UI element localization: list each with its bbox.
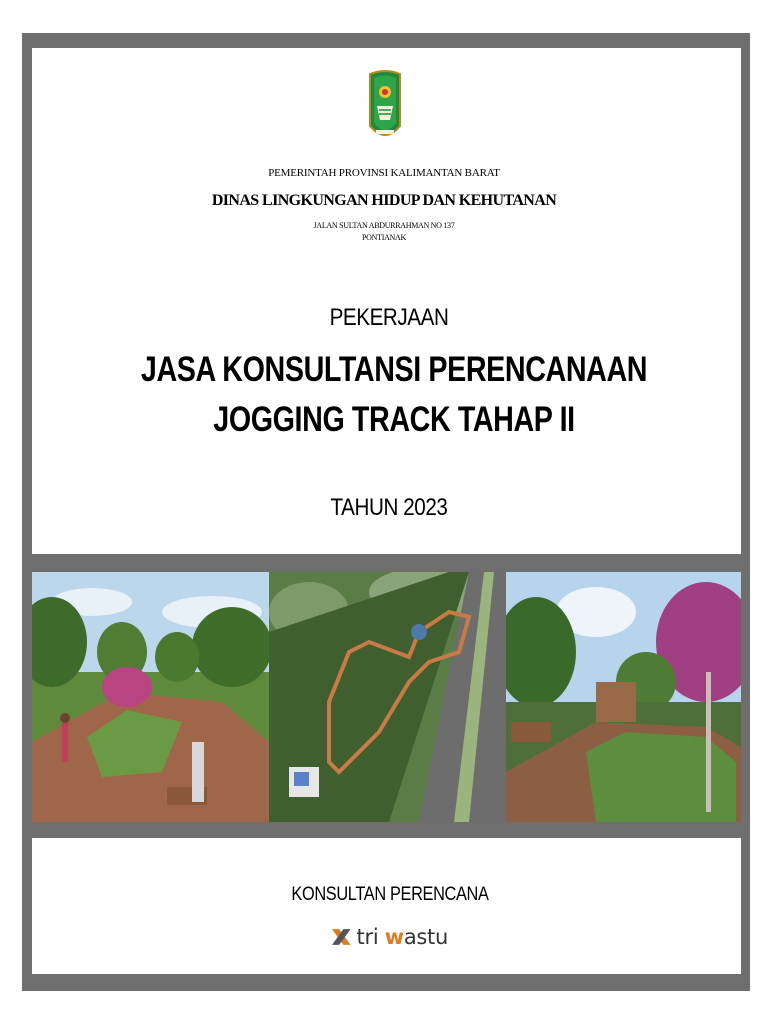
agency-name: DINAS LINGKUNGAN HIDUP DAN KEHUTANAN (211, 192, 557, 209)
tri-wastu-mark-icon (332, 922, 351, 952)
project-year: TAHUN 2023 (330, 494, 448, 521)
consultant-logo-text: tri wastu (356, 925, 448, 949)
render-strip (32, 572, 741, 822)
consultant-label: KONSULTAN PERENCANA (291, 884, 489, 905)
render-garden-boardwalk (32, 572, 269, 822)
government-name: PEMERINTAH PROVINSI KALIMANTAN BARAT (268, 167, 500, 179)
project-title-line1: JASA KONSULTANSI PERENCANAAN (140, 350, 648, 389)
render-aerial-site-plan (269, 572, 506, 822)
render-boardwalk-bridge (506, 572, 741, 822)
provincial-emblem-icon (366, 68, 404, 152)
project-title-line2: JOGGING TRACK TAHAP II (213, 400, 575, 439)
agency-city: PONTIANAK (362, 233, 406, 242)
agency-address: JALAN SULTAN ABDURRAHMAN NO 137 (313, 221, 455, 230)
work-label: PEKERJAAN (329, 304, 449, 331)
consultant-logo (332, 918, 448, 956)
